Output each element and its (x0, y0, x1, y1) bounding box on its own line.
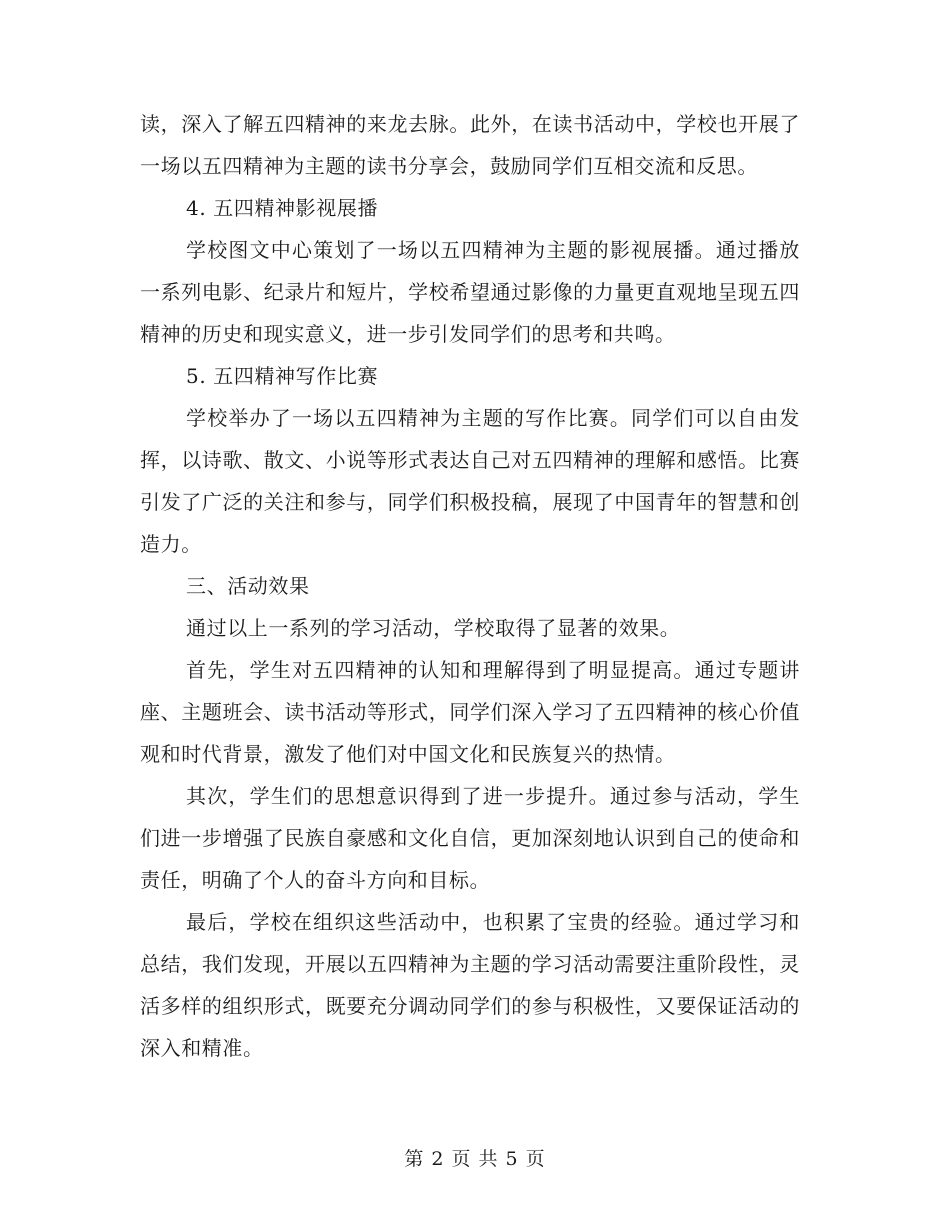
section-heading-activity-results: 三、活动效果 (186, 574, 310, 598)
paragraph-results-second: 其次，学生们的思想意识得到了进一步提升。通过参与活动，学生们进一步增强了民族自豪感和文化自信，更加深刻地认识到自己的使命和责任，明确了个人的奋斗方向和目标。 (140, 784, 800, 892)
paragraph-continuation: 读，深入了解五四精神的来龙去脉。此外，在读书活动中，学校也开展了一场以五四精神为主题的读书分享会，鼓励同学们互相交流和反思。 (140, 112, 800, 178)
document-body (140, 103, 800, 1069)
paragraph-results-intro: 通过以上一系列的学习活动，学校取得了显著的效果。 (186, 616, 681, 640)
paragraph-results-last: 最后，学校在组织这些活动中，也积累了宝贵的经验。通过学习和总结，我们发现，开展以五四精神为主题的学习活动需要注重阶段性，灵活多样的组织形式，既要充分调动同学们的参与积极性，又要保证活动的深入和精准。 (140, 910, 800, 1060)
page-number-footer: 第 2 页 共 5 页 (404, 1148, 546, 1170)
section-heading-writing-contest: 5. 五四精神写作比赛 (186, 364, 379, 388)
paragraph-film-screening: 学校图文中心策划了一场以五四精神为主题的影视展播。通过播放一系列电影、纪录片和短片，学校希望通过影像的力量更直观地呈现五四精神的历史和现实意义，进一步引发同学们的思考和共鸣。 (140, 238, 800, 346)
section-heading-film-screening: 4. 五四精神影视展播 (186, 196, 379, 220)
paragraph-results-first: 首先，学生对五四精神的认知和理解得到了明显提高。通过专题讲座、主题班会、读书活动等形式，同学们深入学习了五四精神的核心价值观和时代背景，激发了他们对中国文化和民族复兴的热情。 (140, 658, 800, 766)
paragraph-writing-contest: 学校举办了一场以五四精神为主题的写作比赛。同学们可以自由发挥，以诗歌、散文、小说等形式表达自己对五四精神的理解和感悟。比赛引发了广泛的关注和参与，同学们积极投稿，展现了中国青年的智慧和创造力。 (140, 406, 800, 556)
